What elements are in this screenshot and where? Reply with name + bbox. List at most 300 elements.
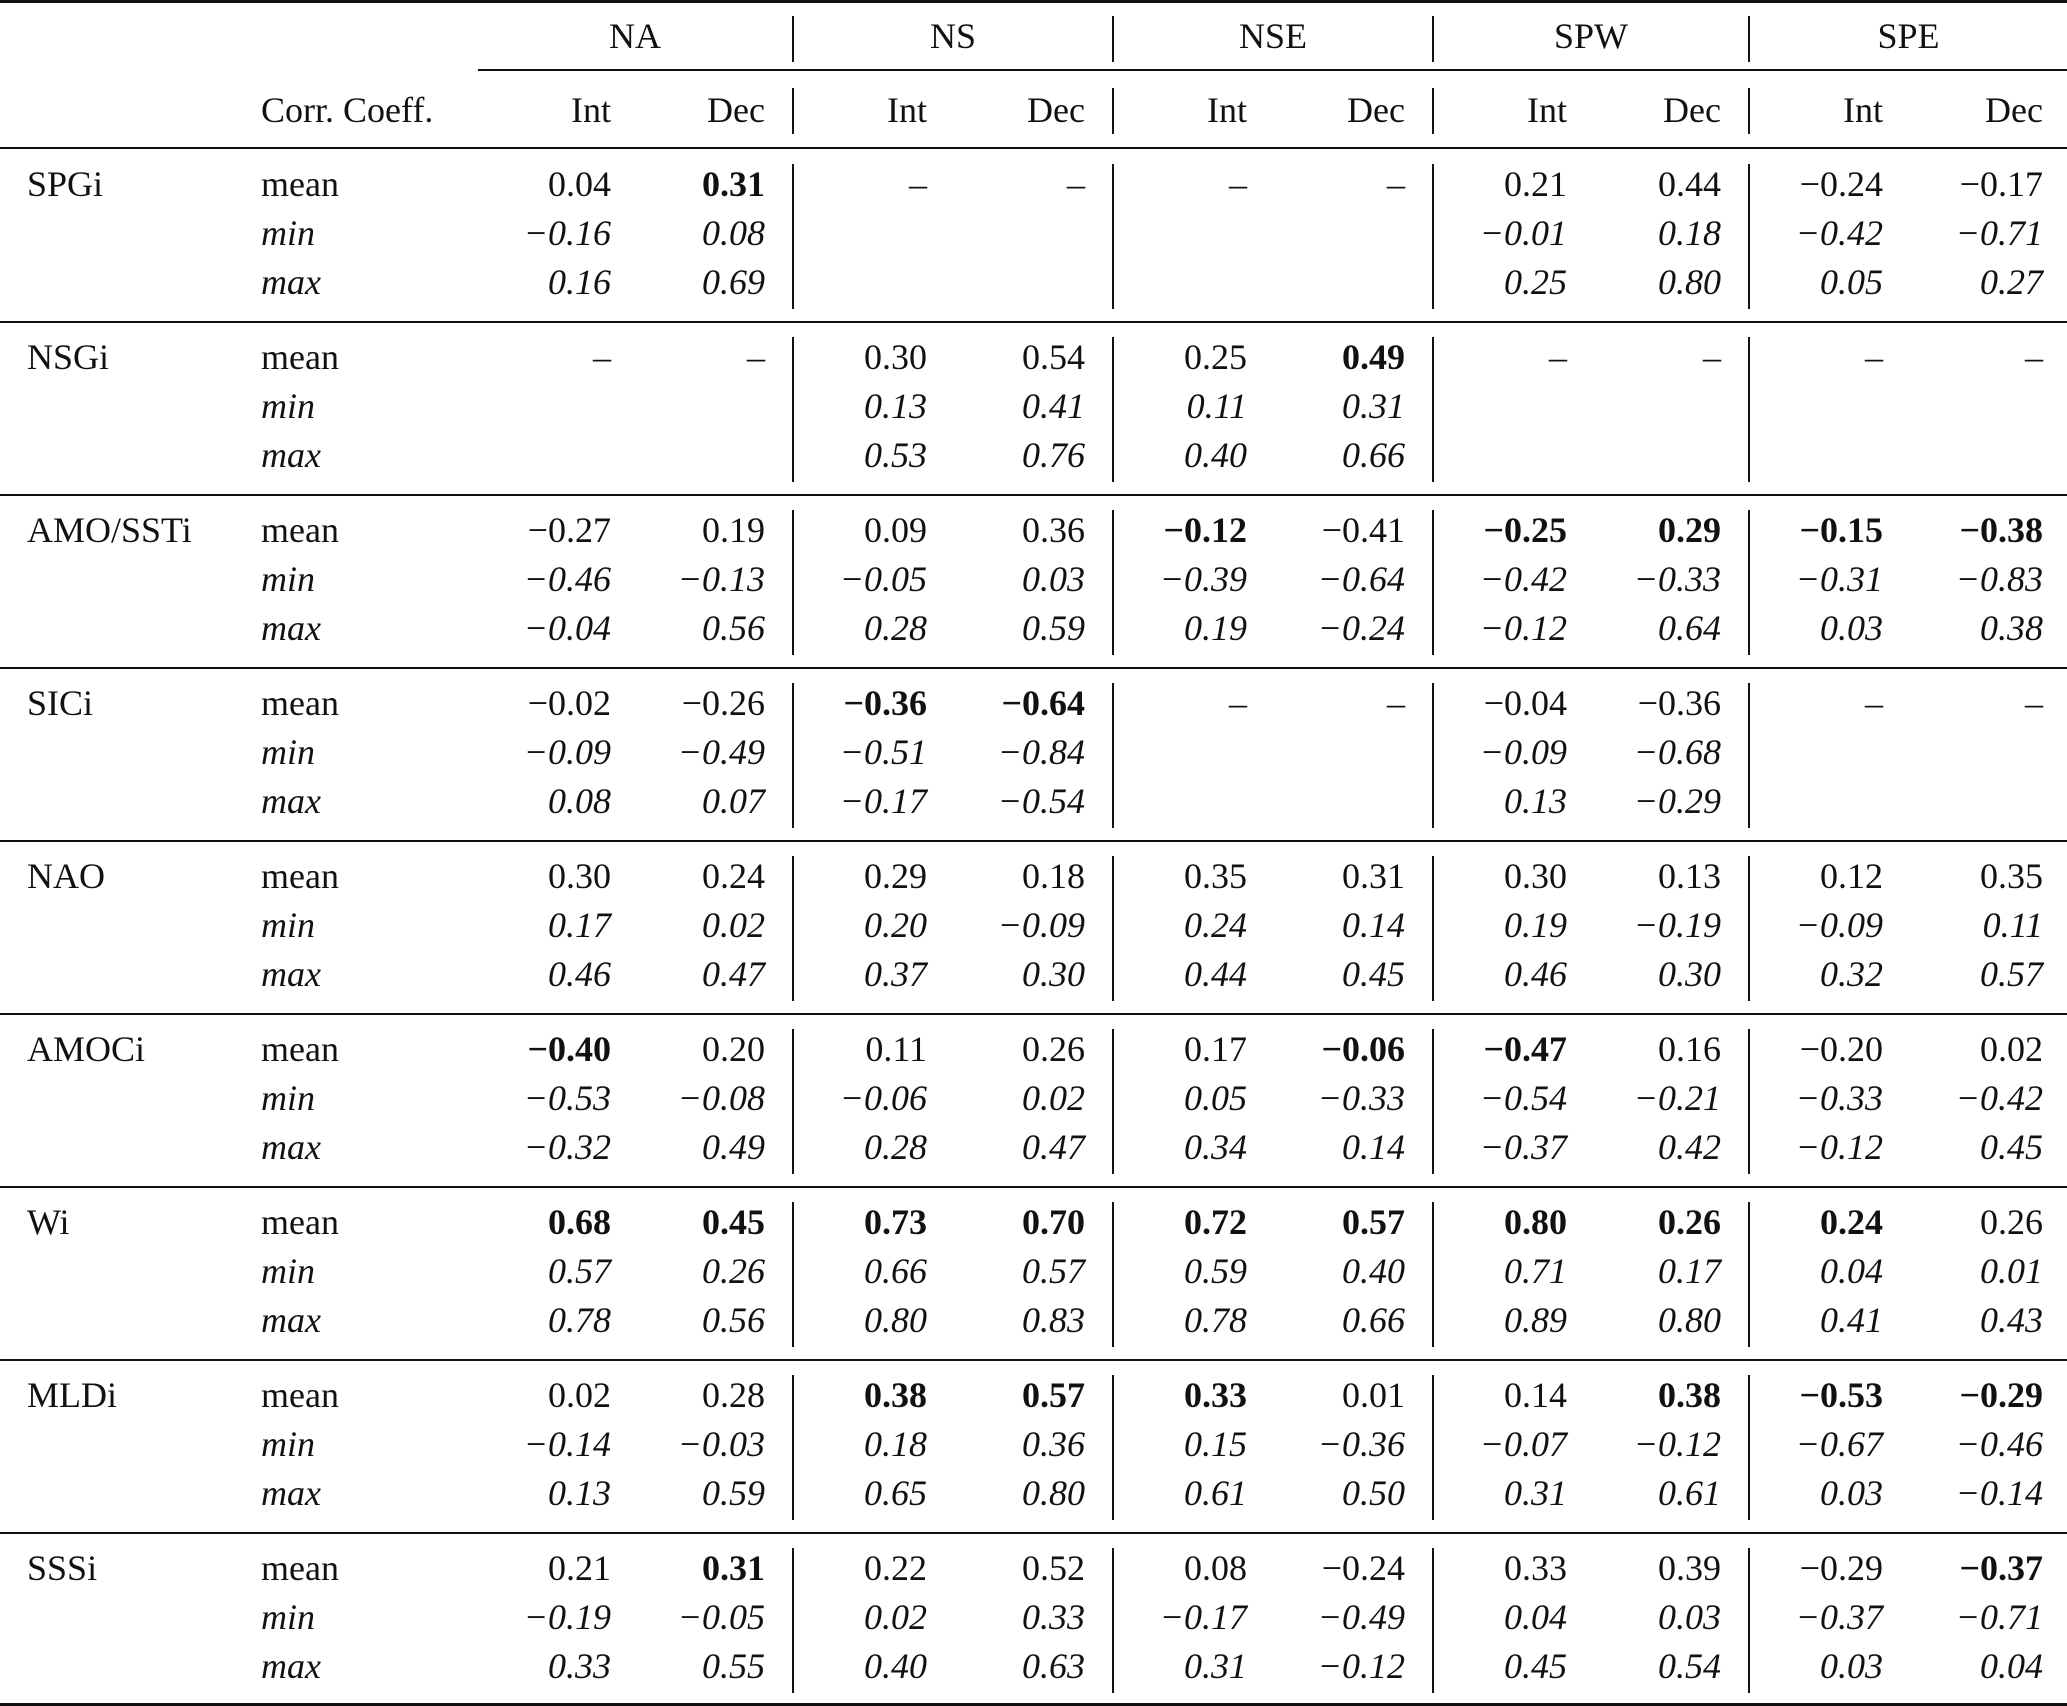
table-cell: –	[909, 164, 927, 204]
column-separator	[1112, 510, 1114, 655]
table-cell: −0.01	[1479, 213, 1567, 253]
table-cell: 0.63	[1022, 1646, 1085, 1686]
table-cell: 0.05	[1184, 1078, 1247, 1118]
table-cell: 0.17	[548, 905, 611, 945]
column-separator	[1112, 856, 1114, 1001]
table-cell: 0.57	[1022, 1375, 1085, 1415]
table-cell: −0.37	[1959, 1548, 2043, 1588]
table-cell: –	[1229, 164, 1247, 204]
table-cell: 0.02	[1022, 1078, 1085, 1118]
table-cell: 0.29	[864, 856, 927, 896]
table-cell: 0.05	[1820, 262, 1883, 302]
table-cell: 0.45	[1980, 1127, 2043, 1167]
table-cell: 0.13	[864, 386, 927, 426]
table-cell: −0.83	[1955, 559, 2043, 599]
table-cell: −0.15	[1799, 510, 1883, 550]
table-cell: 0.19	[1184, 608, 1247, 648]
group-divider	[0, 1186, 2067, 1188]
table-cell: 0.41	[1820, 1300, 1883, 1340]
group-divider	[0, 321, 2067, 323]
table-cell: 0.40	[864, 1646, 927, 1686]
column-separator	[1112, 683, 1114, 828]
stat-label-min: min	[261, 559, 315, 599]
table-cell: 0.40	[1184, 435, 1247, 475]
table-cell: 0.33	[548, 1646, 611, 1686]
group-divider	[0, 667, 2067, 669]
column-separator	[1112, 1548, 1114, 1693]
header-region-spw: SPW	[1553, 16, 1629, 56]
table-cell: 0.03	[1820, 1646, 1883, 1686]
row-label: MLDi	[27, 1375, 117, 1415]
table-cell: 0.78	[1184, 1300, 1247, 1340]
header-region-rule	[478, 69, 2067, 71]
table-cell: 0.70	[1022, 1202, 1085, 1242]
table-cell: −0.71	[1955, 213, 2043, 253]
table-cell: −0.02	[527, 683, 611, 723]
table-cell: −0.29	[1959, 1375, 2043, 1415]
table-cell: 0.54	[1022, 337, 1085, 377]
table-cell: 0.66	[864, 1251, 927, 1291]
table-cell: 0.57	[548, 1251, 611, 1291]
table-cell: 0.17	[1184, 1029, 1247, 1069]
table-cell: 0.13	[548, 1473, 611, 1513]
table-cell: 0.37	[864, 954, 927, 994]
table-cell: 0.33	[1022, 1597, 1085, 1637]
table-cell: 0.57	[1022, 1251, 1085, 1291]
table-cell: −0.27	[527, 510, 611, 550]
stat-label-max: max	[261, 1473, 321, 1513]
column-separator	[1432, 683, 1434, 828]
table-cell: 0.46	[1504, 954, 1567, 994]
table-cell: 0.69	[702, 262, 765, 302]
header-separator	[1112, 88, 1114, 134]
table-cell: 0.18	[1658, 213, 1721, 253]
table-cell: –	[747, 337, 765, 377]
table-cell: –	[2025, 337, 2043, 377]
table-cell: 0.14	[1342, 1127, 1405, 1167]
table-cell: 0.49	[1342, 337, 1405, 377]
header-int-ns: Int	[887, 90, 927, 130]
table-cell: 0.80	[1658, 1300, 1721, 1340]
table-cell: −0.68	[1633, 732, 1721, 772]
header-dec-spw: Dec	[1663, 90, 1721, 130]
stat-label-max: max	[261, 608, 321, 648]
stat-label-mean: mean	[261, 1202, 339, 1242]
column-separator	[1112, 1202, 1114, 1347]
group-divider	[0, 494, 2067, 496]
table-cell: 0.29	[1658, 510, 1721, 550]
header-bottom-rule	[0, 147, 2067, 149]
table-cell: −0.24	[1799, 164, 1883, 204]
table-cell: −0.13	[677, 559, 765, 599]
table-cell: −0.46	[1955, 1424, 2043, 1464]
stat-label-max: max	[261, 1646, 321, 1686]
table-cell: −0.32	[523, 1127, 611, 1167]
stat-label-min: min	[261, 213, 315, 253]
table-cell: 0.31	[1342, 386, 1405, 426]
table-cell: 0.41	[1022, 386, 1085, 426]
table-cell: −0.12	[1317, 1646, 1405, 1686]
table-cell: −0.24	[1317, 608, 1405, 648]
table-cell: −0.41	[1321, 510, 1405, 550]
table-cell: −0.12	[1163, 510, 1247, 550]
table-cell: −0.84	[997, 732, 1085, 772]
table-cell: −0.09	[1795, 905, 1883, 945]
stat-label-min: min	[261, 1597, 315, 1637]
table-cell: 0.55	[702, 1646, 765, 1686]
table-cell: 0.33	[1184, 1375, 1247, 1415]
column-separator	[792, 510, 794, 655]
table-cell: 0.36	[1022, 1424, 1085, 1464]
table-cell: –	[2025, 683, 2043, 723]
table-cell: 0.80	[864, 1300, 927, 1340]
table-cell: 0.39	[1658, 1548, 1721, 1588]
table-cell: 0.61	[1184, 1473, 1247, 1513]
table-cell: 0.19	[702, 510, 765, 550]
table-cell: −0.36	[1637, 683, 1721, 723]
header-dec-ns: Dec	[1027, 90, 1085, 130]
row-label: NSGi	[27, 337, 110, 377]
table-cell: −0.33	[1795, 1078, 1883, 1118]
table-cell: 0.50	[1342, 1473, 1405, 1513]
header-int-spw: Int	[1527, 90, 1567, 130]
header-region-na: NA	[609, 16, 661, 56]
table-cell: 0.25	[1504, 262, 1567, 302]
table-cell: 0.80	[1022, 1473, 1085, 1513]
table-cell: 0.53	[864, 435, 927, 475]
table-cell: 0.30	[1022, 954, 1085, 994]
table-cell: 0.16	[548, 262, 611, 302]
table-cell: 0.27	[1980, 262, 2043, 302]
table-cell: −0.21	[1633, 1078, 1721, 1118]
stat-label-mean: mean	[261, 510, 339, 550]
row-label: Wi	[27, 1202, 70, 1242]
table-cell: −0.46	[523, 559, 611, 599]
table-cell: 0.57	[1342, 1202, 1405, 1242]
table-cell: −0.12	[1795, 1127, 1883, 1167]
table-cell: −0.08	[677, 1078, 765, 1118]
table-cell: −0.26	[681, 683, 765, 723]
table-cell: 0.11	[865, 1029, 927, 1069]
column-separator	[1748, 164, 1750, 309]
table-cell: 0.45	[1342, 954, 1405, 994]
table-cell: −0.09	[1479, 732, 1567, 772]
column-separator	[792, 1029, 794, 1174]
table-cell: –	[593, 337, 611, 377]
table-cell: 0.30	[548, 856, 611, 896]
table-cell: −0.71	[1955, 1597, 2043, 1637]
table-cell: 0.44	[1184, 954, 1247, 994]
group-divider	[0, 1013, 2067, 1015]
stat-label-mean: mean	[261, 1029, 339, 1069]
table-cell: 0.30	[864, 337, 927, 377]
table-cell: 0.17	[1658, 1251, 1721, 1291]
table-cell: −0.04	[1483, 683, 1567, 723]
table-cell: −0.29	[1633, 781, 1721, 821]
table-cell: 0.35	[1980, 856, 2043, 896]
table-cell: −0.37	[1479, 1127, 1567, 1167]
table-cell: 0.30	[1504, 856, 1567, 896]
table-cell: 0.11	[1186, 386, 1247, 426]
table-cell: 0.18	[1022, 856, 1085, 896]
stat-label-mean: mean	[261, 164, 339, 204]
table-cell: 0.38	[1658, 1375, 1721, 1415]
table-cell: 0.47	[702, 954, 765, 994]
table-cell: −0.49	[677, 732, 765, 772]
table-cell: −0.49	[1317, 1597, 1405, 1637]
table-cell: −0.47	[1483, 1029, 1567, 1069]
stat-label-mean: mean	[261, 683, 339, 723]
table-cell: −0.07	[1479, 1424, 1567, 1464]
stat-label-min: min	[261, 1251, 315, 1291]
table-cell: 0.34	[1184, 1127, 1247, 1167]
table-cell: −0.40	[527, 1029, 611, 1069]
table-cell: –	[1387, 683, 1405, 723]
table-cell: 0.56	[702, 1300, 765, 1340]
table-cell: 0.47	[1022, 1127, 1085, 1167]
table-cell: 0.49	[702, 1127, 765, 1167]
stat-label-max: max	[261, 1127, 321, 1167]
table-cell: 0.24	[1184, 905, 1247, 945]
table-cell: −0.37	[1795, 1597, 1883, 1637]
table-cell: 0.31	[702, 164, 765, 204]
table-cell: −0.39	[1159, 559, 1247, 599]
table-cell: −0.19	[523, 1597, 611, 1637]
header-corr-coeff: Corr. Coeff.	[261, 90, 434, 130]
table-cell: 0.04	[1820, 1251, 1883, 1291]
table-cell: 0.20	[864, 905, 927, 945]
table-cell: –	[1549, 337, 1567, 377]
column-separator	[1112, 1375, 1114, 1520]
table-cell: 0.31	[1184, 1646, 1247, 1686]
table-cell: 0.01	[1342, 1375, 1405, 1415]
table-cell: 0.38	[1980, 608, 2043, 648]
column-separator	[792, 1375, 794, 1520]
table-cell: 0.57	[1980, 954, 2043, 994]
table-cell: 0.66	[1342, 1300, 1405, 1340]
group-divider	[0, 1359, 2067, 1361]
table-cell: 0.03	[1820, 608, 1883, 648]
table-cell: 0.02	[864, 1597, 927, 1637]
column-separator	[1432, 1375, 1434, 1520]
table-cell: −0.54	[997, 781, 1085, 821]
table-cell: 0.04	[548, 164, 611, 204]
table-cell: 0.44	[1658, 164, 1721, 204]
table-cell: −0.42	[1479, 559, 1567, 599]
table-cell: 0.13	[1658, 856, 1721, 896]
table-cell: 0.59	[1184, 1251, 1247, 1291]
table-cell: 0.40	[1342, 1251, 1405, 1291]
table-cell: 0.65	[864, 1473, 927, 1513]
column-separator	[1432, 1202, 1434, 1347]
column-separator	[1748, 1375, 1750, 1520]
row-label: SPGi	[27, 164, 104, 204]
table-cell: 0.76	[1022, 435, 1085, 475]
table-cell: −0.33	[1633, 559, 1721, 599]
table-cell: −0.17	[839, 781, 927, 821]
table-cell: 0.72	[1184, 1202, 1247, 1242]
table-cell: 0.07	[702, 781, 765, 821]
header-int-nse: Int	[1207, 90, 1247, 130]
table-cell: –	[1229, 683, 1247, 723]
column-separator	[792, 164, 794, 309]
stat-label-mean: mean	[261, 1548, 339, 1588]
table-cell: 0.15	[1184, 1424, 1247, 1464]
table-cell: −0.17	[1959, 164, 2043, 204]
header-int-spe: Int	[1843, 90, 1883, 130]
table-cell: 0.59	[702, 1473, 765, 1513]
table-cell: −0.53	[523, 1078, 611, 1118]
table-cell: 0.18	[864, 1424, 927, 1464]
column-separator	[792, 683, 794, 828]
group-divider	[0, 1532, 2067, 1534]
table-cell: 0.26	[702, 1251, 765, 1291]
table-cell: 0.68	[548, 1202, 611, 1242]
table-cell: 0.09	[864, 510, 927, 550]
table-cell: −0.09	[997, 905, 1085, 945]
table-cell: −0.64	[1001, 683, 1085, 723]
table-cell: 0.28	[864, 1127, 927, 1167]
column-separator	[792, 856, 794, 1001]
table-cell: −0.24	[1321, 1548, 1405, 1588]
header-separator	[792, 16, 794, 62]
row-label: AMO/SSTi	[27, 510, 192, 550]
table-cell: −0.36	[843, 683, 927, 723]
column-separator	[1112, 164, 1114, 309]
row-label: SICi	[27, 683, 94, 723]
table-cell: −0.06	[1321, 1029, 1405, 1069]
table-cell: 0.08	[702, 213, 765, 253]
table-cell: −0.38	[1959, 510, 2043, 550]
table-cell: 0.52	[1022, 1548, 1085, 1588]
table-cell: −0.19	[1633, 905, 1721, 945]
column-separator	[1748, 683, 1750, 828]
table-cell: 0.02	[1980, 1029, 2043, 1069]
table-cell: 0.04	[1504, 1597, 1567, 1637]
table-cell: −0.64	[1317, 559, 1405, 599]
column-separator	[1748, 1202, 1750, 1347]
header-int-na: Int	[571, 90, 611, 130]
table-cell: –	[1067, 164, 1085, 204]
table-cell: 0.02	[548, 1375, 611, 1415]
table-cell: 0.54	[1658, 1646, 1721, 1686]
column-separator	[1748, 1029, 1750, 1174]
column-separator	[1112, 337, 1114, 482]
column-separator	[1432, 856, 1434, 1001]
table-cell: −0.12	[1633, 1424, 1721, 1464]
table-cell: 0.59	[1022, 608, 1085, 648]
table-cell: 0.80	[1504, 1202, 1567, 1242]
column-separator	[1748, 510, 1750, 655]
stat-label-max: max	[261, 435, 321, 475]
table-cell: –	[1865, 337, 1883, 377]
table-cell: 0.22	[864, 1548, 927, 1588]
column-separator	[1748, 856, 1750, 1001]
table-cell: −0.14	[523, 1424, 611, 1464]
stat-label-mean: mean	[261, 856, 339, 896]
table-cell: 0.31	[1504, 1473, 1567, 1513]
row-label: AMOCi	[27, 1029, 146, 1069]
table-cell: 0.33	[1504, 1548, 1567, 1588]
column-separator	[1432, 510, 1434, 655]
column-separator	[1112, 1029, 1114, 1174]
table-cell: 0.20	[702, 1029, 765, 1069]
table-cell: −0.67	[1795, 1424, 1883, 1464]
table-cell: 0.08	[548, 781, 611, 821]
table-cell: −0.54	[1479, 1078, 1567, 1118]
table-cell: 0.83	[1022, 1300, 1085, 1340]
header-separator	[1432, 16, 1434, 62]
group-divider	[0, 840, 2067, 842]
table-cell: −0.04	[523, 608, 611, 648]
table-cell: 0.46	[548, 954, 611, 994]
table-cell: 0.89	[1504, 1300, 1567, 1340]
table-cell: −0.31	[1795, 559, 1883, 599]
column-separator	[792, 1548, 794, 1693]
table-cell: −0.09	[523, 732, 611, 772]
table-cell: 0.42	[1658, 1127, 1721, 1167]
table-cell: 0.71	[1504, 1251, 1567, 1291]
table-cell: 0.24	[1820, 1202, 1883, 1242]
header-dec-na: Dec	[707, 90, 765, 130]
table-cell: 0.31	[702, 1548, 765, 1588]
stat-label-min: min	[261, 1078, 315, 1118]
table-top-rule	[0, 0, 2067, 3]
column-separator	[1432, 164, 1434, 309]
table-cell: −0.17	[1159, 1597, 1247, 1637]
table-cell: 0.12	[1820, 856, 1883, 896]
table-cell: 0.13	[1504, 781, 1567, 821]
table-cell: −0.51	[839, 732, 927, 772]
table-cell: 0.14	[1504, 1375, 1567, 1415]
header-dec-spe: Dec	[1985, 90, 2043, 130]
column-separator	[1432, 337, 1434, 482]
column-separator	[792, 1202, 794, 1347]
stat-label-mean: mean	[261, 1375, 339, 1415]
table-cell: 0.30	[1658, 954, 1721, 994]
header-separator	[1112, 16, 1114, 62]
stat-label-max: max	[261, 954, 321, 994]
table-cell: 0.61	[1658, 1473, 1721, 1513]
table-cell: 0.32	[1820, 954, 1883, 994]
table-cell: 0.56	[702, 608, 765, 648]
table-cell: −0.06	[839, 1078, 927, 1118]
header-separator	[1748, 16, 1750, 62]
table-cell: −0.05	[677, 1597, 765, 1637]
stat-label-min: min	[261, 732, 315, 772]
table-cell: 0.64	[1658, 608, 1721, 648]
column-separator	[792, 337, 794, 482]
table-cell: 0.03	[1022, 559, 1085, 599]
column-separator	[1748, 1548, 1750, 1693]
table-cell: 0.66	[1342, 435, 1405, 475]
table-cell: −0.03	[677, 1424, 765, 1464]
stat-label-max: max	[261, 781, 321, 821]
table-cell: −0.29	[1799, 1548, 1883, 1588]
table-cell: 0.78	[548, 1300, 611, 1340]
table-cell: −0.42	[1955, 1078, 2043, 1118]
table-cell: 0.26	[1980, 1202, 2043, 1242]
table-cell: 0.73	[864, 1202, 927, 1242]
table-cell: 0.16	[1658, 1029, 1721, 1069]
stat-label-max: max	[261, 262, 321, 302]
table-cell: −0.33	[1317, 1078, 1405, 1118]
column-separator	[1432, 1548, 1434, 1693]
stat-label-mean: mean	[261, 337, 339, 377]
table-cell: 0.11	[1982, 905, 2043, 945]
header-separator	[792, 88, 794, 134]
table-cell: 0.28	[864, 608, 927, 648]
